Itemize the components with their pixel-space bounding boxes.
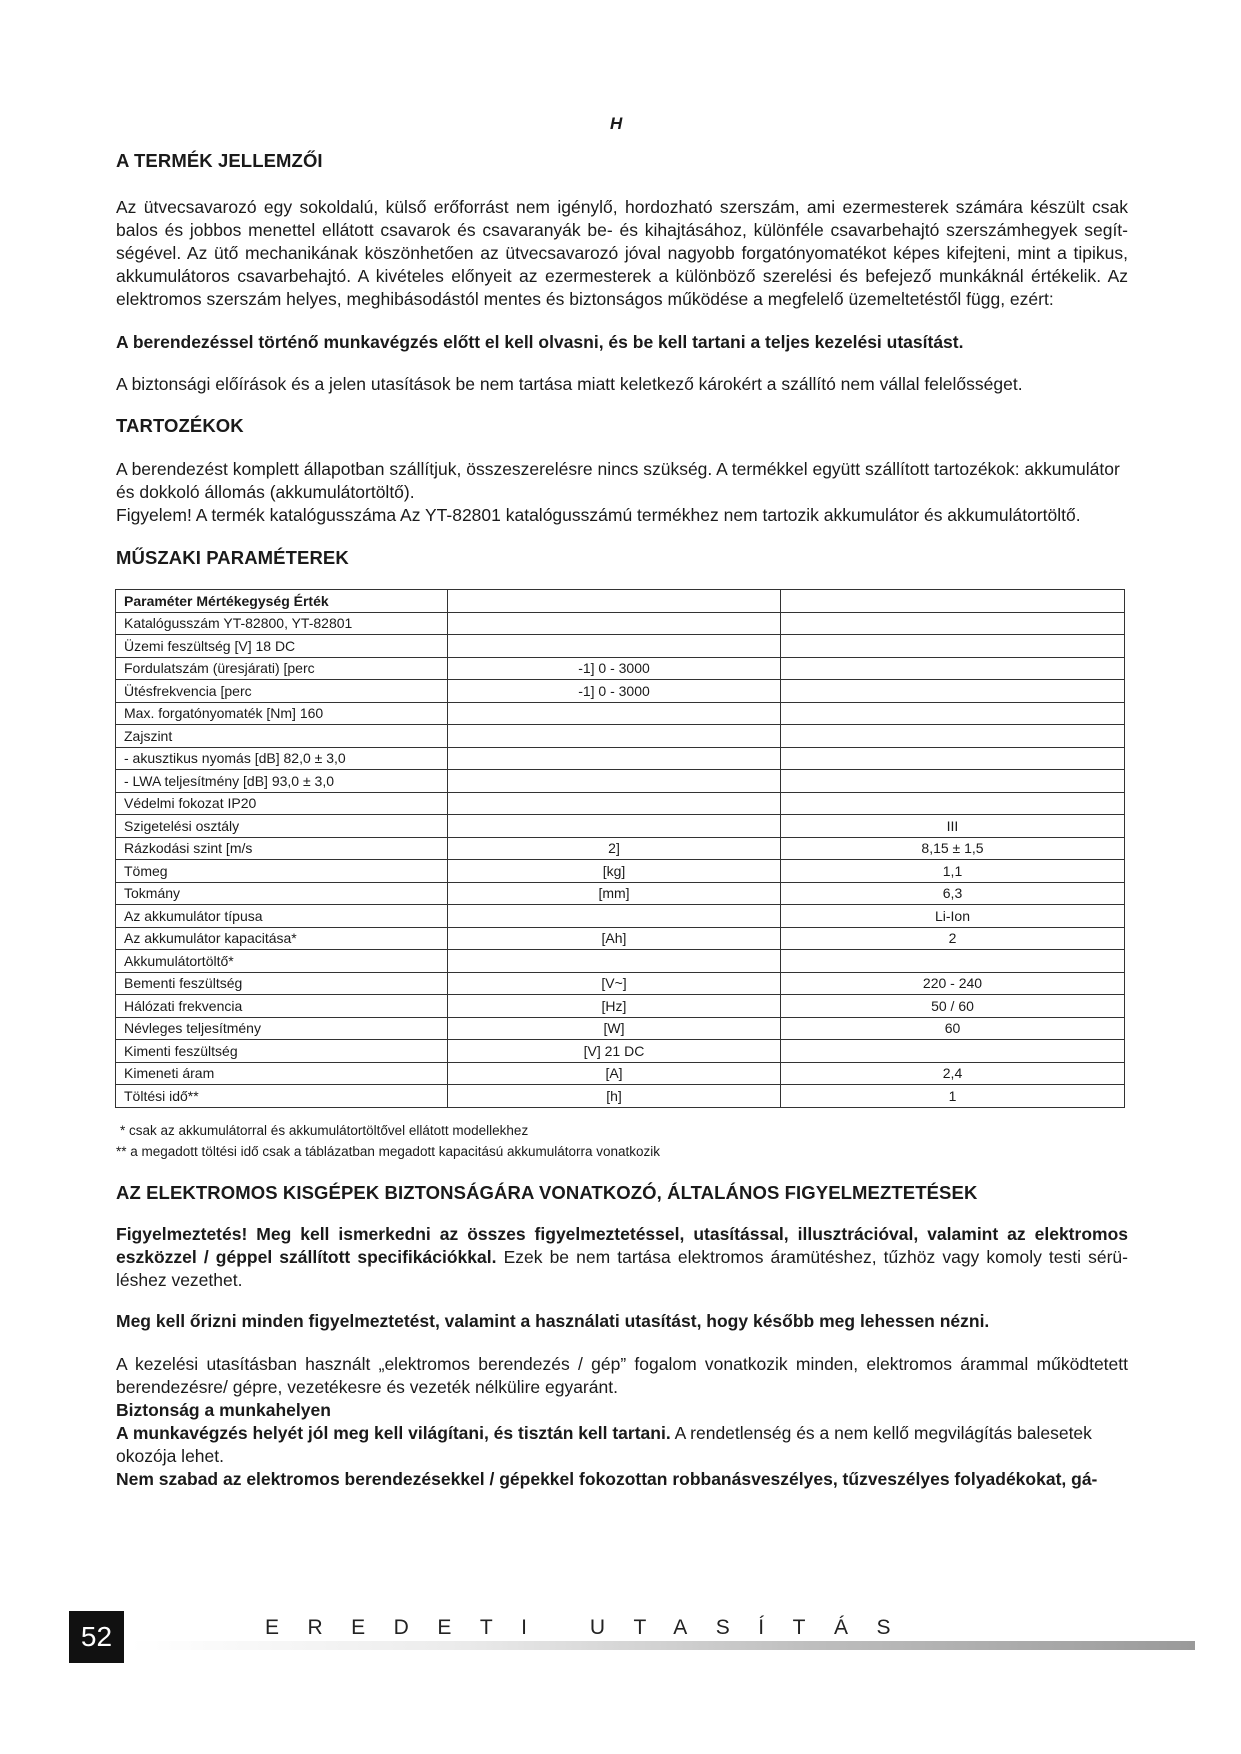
table-cell: Fordulatszám (üresjárati) [perc: [116, 657, 448, 680]
general-warning: [116, 1223, 1128, 1292]
table-cell: Zajszint: [116, 725, 448, 748]
table-cell: [448, 770, 781, 793]
general-warning-rest: Ezek be nem tartása elektromos áramütéshez, tűzhöz vagy komoly testi sérü-léshez vezethet.: [116, 1246, 1128, 1290]
table-row: [116, 815, 1125, 838]
table-cell: 2]: [448, 837, 781, 860]
table-cell: [W]: [448, 1017, 781, 1040]
table-cell: 2,4: [781, 1062, 1125, 1085]
table-cell: Hálózati frekvencia: [116, 995, 448, 1018]
table-cell: Kimeneti áram: [116, 1062, 448, 1085]
table-row: [116, 635, 1125, 658]
table-cell: [781, 680, 1125, 703]
table-row: [116, 612, 1125, 635]
table-row: [116, 657, 1125, 680]
table-row: [116, 747, 1125, 770]
table-cell: [781, 1040, 1125, 1063]
table-cell: [448, 612, 781, 635]
footer-gradient-bar: [130, 1641, 1195, 1650]
table-row: [116, 905, 1125, 928]
footnote-charging-time: ** a megadott töltési idő csak a táblázatban megadott kapacitású akkumulátorra vonatkozik: [116, 1143, 661, 1159]
accessories-warning: Figyelem! A termék katalógusszáma Az YT-82801 katalógusszámú termékhez nem tartozik akkumulátor és akkumulátortöltő.: [116, 505, 1081, 525]
table-cell: Névleges teljesítmény: [116, 1017, 448, 1040]
table-row: [116, 995, 1125, 1018]
liability-notice: A biztonsági előírások és a jelen utasítások be nem tartása miatt keletkező károkért a szállító nem vállal felelősséget.: [116, 374, 1023, 394]
technical-parameters-table: [115, 589, 1125, 1108]
read-instructions-notice: A berendezéssel történő munkavégzés előtt el kell olvasni, és be kell tartani a teljes kezelési utasítást.: [116, 332, 964, 352]
lighting-instruction-bold: A munkavégzés helyét jól meg kell világítani, és tisztán kell tartani.: [116, 1422, 671, 1443]
table-cell: Rázkodási szint [m/s: [116, 837, 448, 860]
section-title-safety-warnings: AZ ELEKTROMOS KISGÉPEK BIZTONSÁGÁRA VONATKOZÓ, ÁLTALÁNOS FIGYELMEZTETÉSEK: [116, 1181, 978, 1203]
table-cell: - LWA teljesítmény [dB] 93,0 ± 3,0: [116, 770, 448, 793]
table-cell: Akkumulátortöltő*: [116, 950, 448, 973]
footnote-battery-models: * csak az akkumulátorral és akkumulátortöltővel ellátott modellekhez: [120, 1122, 529, 1138]
table-cell: [781, 612, 1125, 635]
table-cell: [Ah]: [448, 927, 781, 950]
table-cell: [448, 635, 781, 658]
table-cell: Az akkumulátor típusa: [116, 905, 448, 928]
section-title-accessories: TARTOZÉKOK: [116, 415, 244, 436]
table-cell: -1] 0 - 3000: [448, 657, 781, 680]
general-warning-bold: Figyelmeztetés! Meg kell ismerkedni az összes figyelmeztetéssel, utasítással, illusztrációval, valamint az elektromos eszközzel / géppel szállított specifikációkkal.: [116, 1223, 1128, 1267]
table-cell: [781, 657, 1125, 680]
table-cell: [781, 702, 1125, 725]
section-title-product-features: A TERMÉK JELLEMZŐI: [116, 150, 323, 171]
table-cell: [448, 725, 781, 748]
table-row: [116, 725, 1125, 748]
table-cell: [781, 792, 1125, 815]
table-cell: [448, 792, 781, 815]
table-row: [116, 1062, 1125, 1085]
table-cell: -1] 0 - 3000: [448, 680, 781, 703]
table-cell: Tokmány: [116, 882, 448, 905]
product-description: Az ütvecsavarozó egy sokoldalú, külső erőforrást nem igénylő, hordozható szerszám, ami ezermesterek számára készült csak balos és jobbos menettel ellátott csavarok és csavaranyák be- és kihajtásához, különféle csavarbehajtó szerszámhegyek segít-ségével. Az ütő mechanikának köszönhetően az ütvecsavarozó jóval nagyobb forgatónyomatékot képes kifejteni, mint a tipikus, akkumulátoros csavarbehajtó. A kivételes előnyeit az ezermesterek a különböző szerelési és befejező munkáknál értékelik. Az elektromos szerszám helyes, meghibásodástól mentes és biztonságos működése a megfelelő üzemeltetéstől függ, ezért:: [116, 197, 1128, 309]
table-cell: [kg]: [448, 860, 781, 883]
table-cell: 6,3: [781, 882, 1125, 905]
table-cell: Szigetelési osztály: [116, 815, 448, 838]
table-cell: 50 / 60: [781, 995, 1125, 1018]
table-cell: [448, 702, 781, 725]
table-cell: [mm]: [448, 882, 781, 905]
table-cell: [448, 815, 781, 838]
definition-text: A kezelési utasításban használt „elektromos berendezés / gép” fogalom vonatkozik minden, elektromos árammal működtetett berendezésre/ gépre, vezetékesre és vezeték nélkülire egyaránt.: [116, 1353, 1128, 1397]
page-content: [116, 150, 1128, 1491]
language-marker: H: [610, 114, 623, 133]
table-cell: [781, 770, 1125, 793]
accessories-text: A berendezést komplett állapotban szállítjuk, összeszerelésre nincs szükség. A termékkel együtt szállított tartozékok: akkumulátor és dokkoló állomás (akkumulátortöltő).: [116, 459, 1120, 502]
table-cell: Li-Ion: [781, 905, 1125, 928]
table-cell: Védelmi fokozat IP20: [116, 792, 448, 815]
table-row: [116, 950, 1125, 973]
table-cell: [781, 590, 1125, 613]
table-cell: [781, 950, 1125, 973]
workplace-safety-title: Biztonság a munkahelyen: [116, 1399, 331, 1420]
keep-warnings-notice: Meg kell őrizni minden figyelmeztetést, valamint a használati utasítást, hogy később meg lehessen nézni.: [116, 1310, 990, 1331]
table-cell: 1: [781, 1085, 1125, 1108]
page-number: 52: [69, 1611, 124, 1663]
table-cell: [781, 747, 1125, 770]
table-cell: 220 - 240: [781, 972, 1125, 995]
table-row: [116, 972, 1125, 995]
footer-original-instructions: EREDETI UTASÍTÁS: [265, 1616, 919, 1639]
table-row: [116, 680, 1125, 703]
explosive-warning: Nem szabad az elektromos berendezésekkel / gépekkel fokozottan robbanásveszélyes, tűzveszélyes folyadékokat, gá-: [116, 1468, 1098, 1489]
table-cell: - akusztikus nyomás [dB] 82,0 ± 3,0: [116, 747, 448, 770]
table-cell: [V] 21 DC: [448, 1040, 781, 1063]
table-cell: 2: [781, 927, 1125, 950]
table-row: [116, 792, 1125, 815]
table-cell: Ütésfrekvencia [perc: [116, 680, 448, 703]
table-cell: Max. forgatónyomaték [Nm] 160: [116, 702, 448, 725]
table-cell: [Hz]: [448, 995, 781, 1018]
table-row: [116, 837, 1125, 860]
table-row: [116, 860, 1125, 883]
lighting-instruction-rest: A rendetlenség és a nem kellő megvilágítás balesetek okozója lehet.: [116, 1422, 1092, 1466]
table-cell: 60: [781, 1017, 1125, 1040]
table-cell: [A]: [448, 1062, 781, 1085]
table-cell: [448, 950, 781, 973]
table-row: [116, 702, 1125, 725]
table-cell: 1,1: [781, 860, 1125, 883]
table-cell: Üzemi feszültség [V] 18 DC: [116, 635, 448, 658]
table-cell: [781, 725, 1125, 748]
table-row: [116, 927, 1125, 950]
table-cell: [h]: [448, 1085, 781, 1108]
table-cell: [448, 590, 781, 613]
table-row: [116, 590, 1125, 613]
table-cell: [448, 905, 781, 928]
table-cell: [V~]: [448, 972, 781, 995]
table-row: [116, 1085, 1125, 1108]
table-cell: Töltési idő**: [116, 1085, 448, 1108]
lighting-instruction: [116, 1422, 1128, 1468]
table-row: [116, 882, 1125, 905]
table-cell: [781, 635, 1125, 658]
section-title-technical-parameters: MŰSZAKI PARAMÉTEREK: [116, 547, 349, 568]
table-row: [116, 1040, 1125, 1063]
table-cell: Paraméter Mértékegység Érték: [116, 590, 448, 613]
table-row: [116, 770, 1125, 793]
table-cell: Kimenti feszültség: [116, 1040, 448, 1063]
table-cell: Tömeg: [116, 860, 448, 883]
table-cell: Az akkumulátor kapacitása*: [116, 927, 448, 950]
table-cell: Bementi feszültség: [116, 972, 448, 995]
table-row: [116, 1017, 1125, 1040]
table-cell: III: [781, 815, 1125, 838]
table-cell: Katalógusszám YT-82800, YT-82801: [116, 612, 448, 635]
table-cell: 8,15 ± 1,5: [781, 837, 1125, 860]
table-cell: [448, 747, 781, 770]
